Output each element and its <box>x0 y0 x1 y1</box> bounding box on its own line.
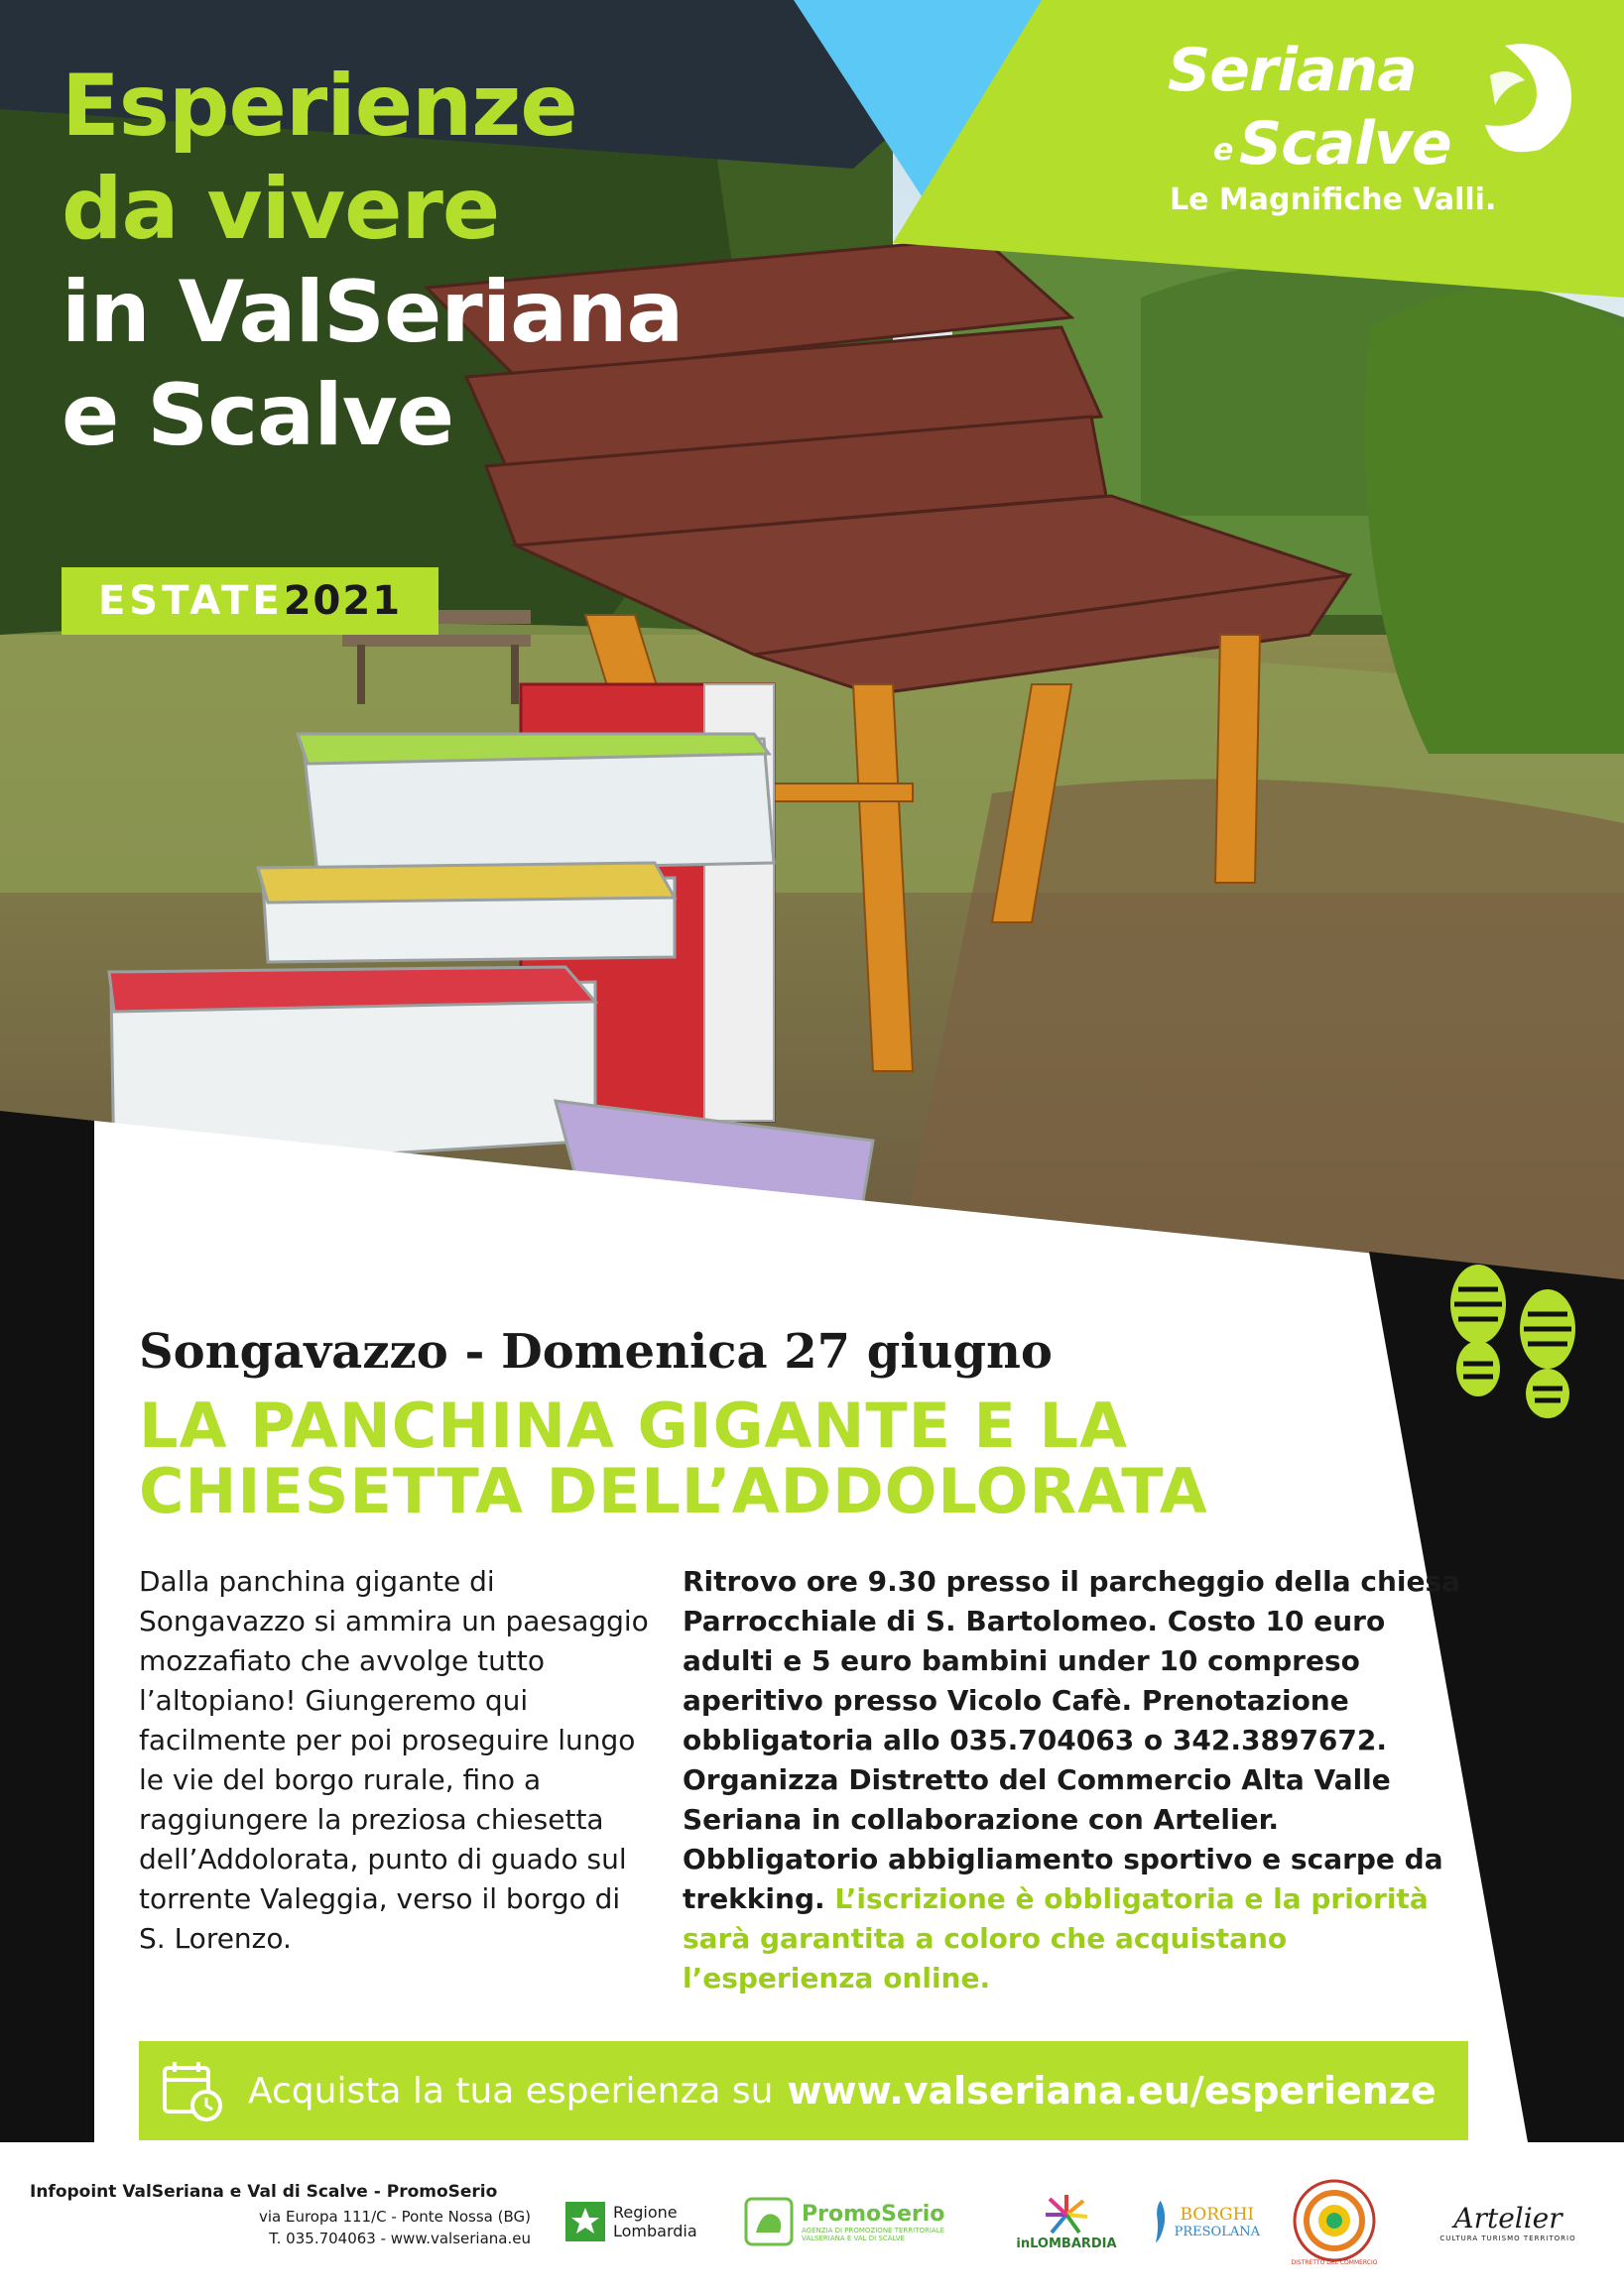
distretto-label: DISTRETTO DEL COMMERCIO <box>1291 2258 1378 2266</box>
cta-banner[interactable] <box>139 2041 1468 2140</box>
calendar-clock-icon <box>161 2058 226 2123</box>
brand-tagline: Le Magnifiche Valli. <box>1170 182 1497 217</box>
cta-url-link[interactable]: www.valseriana.eu/esperienze <box>787 2069 1437 2113</box>
borghi-line-2: PRESOLANA <box>1174 2224 1260 2239</box>
brand-name-line-2: Scalve <box>1239 109 1451 179</box>
season-label: ESTATE <box>97 578 284 624</box>
headline-line-3: in ValSeriana <box>62 263 684 362</box>
artelier-name: Artelier <box>1453 2201 1562 2235</box>
regione-line-2: Lombardia <box>613 2222 697 2240</box>
logo-distretto-commercio <box>1280 2172 1389 2271</box>
logo-artelier <box>1419 2172 1597 2271</box>
distretto-commercio-icon <box>1292 2178 1377 2263</box>
event-details-highlight: L’iscrizione è obbligatoria e la priorità sarà garantita a coloro che acquistano l’esperienza online. <box>683 1882 1429 1994</box>
inlombardia-label: inLOMBARDIA <box>1016 2236 1117 2251</box>
logo-inlombardia <box>1012 2172 1121 2271</box>
footer-contacts: T. 035.704063 - www.valseriana.eu <box>269 2230 531 2247</box>
promoserio-name: PromoSerio <box>802 2201 945 2227</box>
event-details-text: Ritrovo ore 9.30 presso il parcheggio della chiesa Parrocchiale di S. Bartolomeo. Costo 10 euro adulti e 5 euro bambini under 10 compreso aperitivo presso Vicolo Cafè. Prenotazione obbligatoria allo 035.704063 o 342.3897672. Organizza Distretto del Commercio Alta Valle Seriana in collaborazione con Artelier. Obbligatorio abbigliamento sportivo e scarpe da trekking. <box>683 1565 1461 1915</box>
footprints-icon <box>1419 1260 1597 1418</box>
footer-infopoint <box>30 2182 536 2251</box>
brand-name-e: e <box>1213 133 1234 168</box>
season-year: 2021 <box>283 578 403 624</box>
event-title <box>139 1390 1208 1527</box>
headline-line-4: e Scalve <box>62 366 454 465</box>
event-title-line-1: LA PANCHINA GIGANTE E LA <box>139 1390 1128 1462</box>
logo-regione-lombardia <box>565 2172 714 2271</box>
headline-line-2: da vivere <box>62 160 500 259</box>
footer-address: via Europa 111/C - Ponte Nossa (BG) <box>258 2208 531 2226</box>
footer-title: Infopoint ValSeriana e Val di Scalve - PromoSerio <box>30 2182 498 2202</box>
borghi-line-1: BORGHI <box>1180 2204 1255 2225</box>
event-details <box>683 1562 1476 1998</box>
promoserio-sub-2: VALSERIANA E VAL DI SCALVE <box>802 2234 905 2242</box>
partner-logos <box>565 2172 1607 2271</box>
promoserio-icon <box>744 2197 794 2246</box>
cta-text: Acquista la tua esperienza su <box>248 2070 774 2112</box>
regione-lombardia-icon <box>565 2202 605 2241</box>
inlombardia-icon <box>1042 2193 1091 2236</box>
event-description: Dalla panchina gigante di Songavazzo si ammira un paesaggio mozzafiato che avvolge tutto l’altopiano! Giungeremo qui facilmente per poi proseguire lungo le vie del borgo rurale, fino a raggiungere la preziosa chiesetta dell’Addolorata, punto di guado sul torrente Valeggia, verso il borgo di S. Lorenzo. <box>139 1565 649 1955</box>
promoserio-sub-1: AGENZIA DI PROMOZIONE TERRITORIALE <box>802 2226 945 2235</box>
borghi-presolana-icon <box>1151 2192 1171 2251</box>
regione-line-1: Regione <box>613 2203 678 2222</box>
logo-borghi-presolana <box>1151 2172 1260 2271</box>
event-place-date: Songavazzo - Domenica 27 giugno <box>139 1324 1053 1380</box>
logo-promoserio <box>744 2172 982 2271</box>
artelier-sub: CULTURA TURISMO TERRITORIO <box>1439 2234 1576 2242</box>
event-title-line-2: CHIESETTA DELL’ADDOLORATA <box>139 1455 1208 1527</box>
headline-line-1: Esperienze <box>62 57 577 156</box>
brand-name-line-1: Seriana <box>1168 36 1417 105</box>
